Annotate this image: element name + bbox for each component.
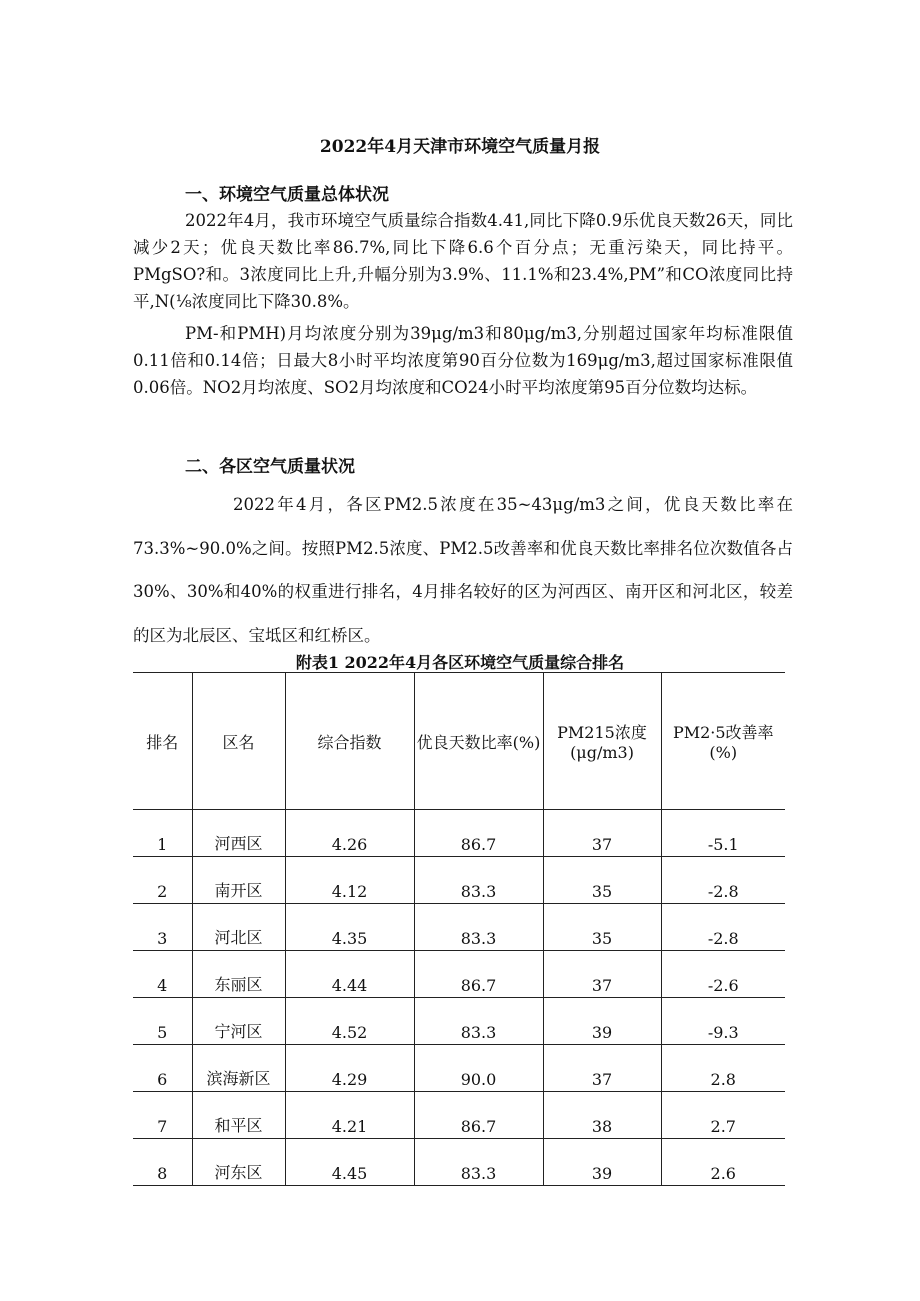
table-cell: 2 bbox=[133, 857, 192, 904]
table-cell: -2.8 bbox=[661, 857, 785, 904]
table-cell: 37 bbox=[543, 951, 661, 998]
table-cell: 39 bbox=[543, 1139, 661, 1186]
table-cell: 5 bbox=[133, 998, 192, 1045]
table-row bbox=[133, 857, 785, 904]
table-cell: 4.12 bbox=[285, 857, 414, 904]
table-cell: 90.0 bbox=[414, 1045, 543, 1092]
table-cell: 东丽区 bbox=[192, 951, 285, 998]
section-2-heading: 二、各区空气质量状况 bbox=[185, 457, 355, 477]
table-cell: 38 bbox=[543, 1092, 661, 1139]
column-header: PM215浓度(μg/m3) bbox=[543, 673, 661, 810]
table-caption: 附表1 2022年4月各区环境空气质量综合排名 bbox=[295, 653, 625, 672]
table-row bbox=[133, 1139, 785, 1186]
table-cell: 83.3 bbox=[414, 998, 543, 1045]
table-row bbox=[133, 998, 785, 1045]
column-header: 排名 bbox=[133, 673, 192, 810]
table-row bbox=[133, 810, 785, 857]
table-cell: 4.26 bbox=[285, 810, 414, 857]
table-cell: 4.21 bbox=[285, 1092, 414, 1139]
section-1-heading: 一、环境空气质量总体状况 bbox=[185, 185, 389, 205]
table-cell: 3 bbox=[133, 904, 192, 951]
table-row bbox=[133, 904, 785, 951]
table-cell: 86.7 bbox=[414, 810, 543, 857]
table-cell: 8 bbox=[133, 1139, 192, 1186]
section-1-paragraph-1: 2022年4月，我市环境空气质量综合指数4.41,同比下降0.9乐优良天数26天，同比减少2天；优良天数比率86.7%,同比下降6.6个百分点；无重污染天，同比持平。PMgSO?和。3浓度同比上升,升幅分别为3.9%、11.1%和23.4%,PM”和CO浓度同比持平,N(⅛浓度同比下降30.8%。 bbox=[133, 211, 793, 311]
table-cell: 37 bbox=[543, 1045, 661, 1092]
column-header: 区名 bbox=[192, 673, 285, 810]
table-cell: 6 bbox=[133, 1045, 192, 1092]
table-cell: 2.8 bbox=[661, 1045, 785, 1092]
section-1-paragraph-2: PM-和PMH)月均浓度分别为39μg/m3和80μg/m3,分别超过国家年均标准限值0.11倍和0.14倍；日最大8小时平均浓度第90百分位数为169μg/m3,超过国家标准限值0.06倍。NO2月均浓度、SO2月均浓度和CO24小时平均浓度第95百分位数均达标。 bbox=[133, 324, 793, 397]
document-title: 2022年4月天津市环境空气质量月报 bbox=[319, 137, 601, 157]
column-header: 综合指数 bbox=[285, 673, 414, 810]
table-cell: 83.3 bbox=[414, 1139, 543, 1186]
table-cell: 35 bbox=[543, 857, 661, 904]
table-cell: 86.7 bbox=[414, 951, 543, 998]
table-cell: 河北区 bbox=[192, 904, 285, 951]
table-cell: -5.1 bbox=[661, 810, 785, 857]
table-cell: 1 bbox=[133, 810, 192, 857]
section-2-paragraph-1: 2022年4月，各区PM2.5浓度在35~43μg/m3之间，优良天数比率在73.3%~90.0%之间。按照PM2.5浓度、PM2.5改善率和优良天数比率排名位次数值各占30%、30%和40%的权重进行排名，4月排名较好的区为河西区、南开区和河北区，较差的区为北辰区、宝坻区和红桥区。 bbox=[133, 495, 793, 645]
table-cell: 4.35 bbox=[285, 904, 414, 951]
ranking-table bbox=[133, 672, 785, 1186]
table-cell: 2.6 bbox=[661, 1139, 785, 1186]
table-cell: 2.7 bbox=[661, 1092, 785, 1139]
column-header: PM2·5改善率(%) bbox=[661, 673, 785, 810]
table-cell: -2.8 bbox=[661, 904, 785, 951]
table-cell: 83.3 bbox=[414, 857, 543, 904]
table-cell: 7 bbox=[133, 1092, 192, 1139]
table-cell: 86.7 bbox=[414, 1092, 543, 1139]
table-cell: 4.45 bbox=[285, 1139, 414, 1186]
table-cell: 37 bbox=[543, 810, 661, 857]
table-row bbox=[133, 1092, 785, 1139]
table-row bbox=[133, 951, 785, 998]
table-cell: 河东区 bbox=[192, 1139, 285, 1186]
table-cell: 35 bbox=[543, 904, 661, 951]
table-cell: 南开区 bbox=[192, 857, 285, 904]
table-cell: 河西区 bbox=[192, 810, 285, 857]
table-cell: 83.3 bbox=[414, 904, 543, 951]
table-cell: 4.29 bbox=[285, 1045, 414, 1092]
table-cell: 宁河区 bbox=[192, 998, 285, 1045]
table-cell: 4.52 bbox=[285, 998, 414, 1045]
table-cell: 4 bbox=[133, 951, 192, 998]
table-cell: 滨海新区 bbox=[192, 1045, 285, 1092]
table-row bbox=[133, 1045, 785, 1092]
table-cell: -2.6 bbox=[661, 951, 785, 998]
table-cell: 4.44 bbox=[285, 951, 414, 998]
table-cell: 39 bbox=[543, 998, 661, 1045]
column-header: 优良天数比率(%) bbox=[414, 673, 543, 810]
table-cell: -9.3 bbox=[661, 998, 785, 1045]
table-cell: 和平区 bbox=[192, 1092, 285, 1139]
